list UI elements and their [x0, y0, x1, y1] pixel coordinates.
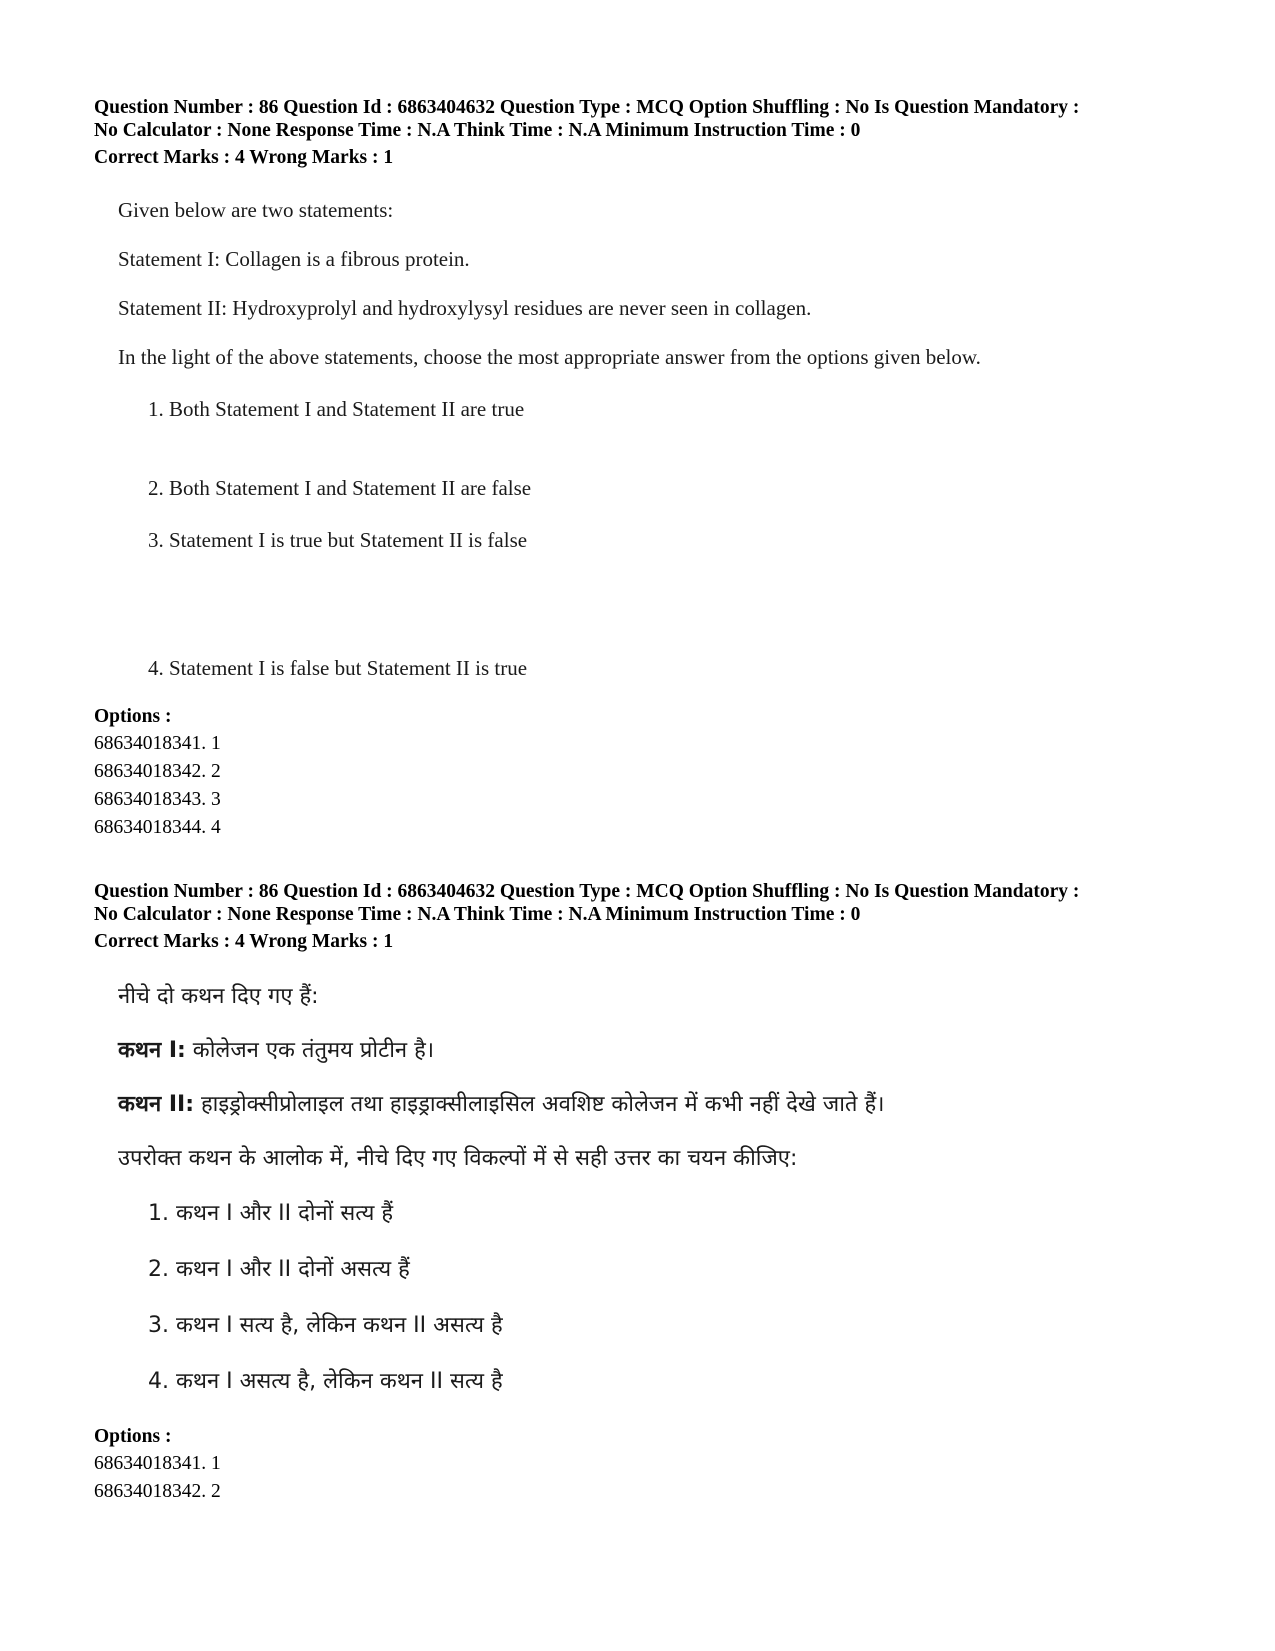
q2-intro: नीचे दो कथन दिए गए हैं: [118, 984, 319, 1009]
q2-marks: Correct Marks : 4 Wrong Marks : 1 [94, 931, 394, 952]
q1-choice-4: 4. Statement I is false but Statement II is true [148, 656, 528, 680]
q2-statement1-text: कोलेजन एक तंतुमय प्रोटीन है। [185, 1038, 435, 1063]
q1-option-2: 68634018342. 2 [94, 761, 221, 782]
q2-statement2-text: हाइड्रोक्सीप्रोलाइल तथा हाइड्राक्सीलाइसिल अवशिष्ट कोलेजन में कभी नहीं देखे जाते हैं। [194, 1092, 885, 1117]
q2-statement1 [118, 1036, 434, 1066]
q1-choice-1: 1. Both Statement I and Statement II are true [148, 397, 525, 421]
q2-statement1-label: कथन I: [118, 1038, 186, 1063]
q1-meta-line1: Question Number : 86 Question Id : 6863404632 Question Type : MCQ Option Shuffling : No Is Question Mandatory : [94, 97, 1080, 118]
q1-meta-line2: No Calculator : None Response Time : N.A Think Time : N.A Minimum Instruction Time : 0 [94, 120, 861, 141]
q2-statement2-label: कथन II: [118, 1092, 194, 1117]
q2-choice-1: 1. कथन I और II दोनों सत्य हैं [148, 1201, 394, 1226]
q2-options-label: Options : [94, 1426, 172, 1447]
q1-instruction: In the light of the above statements, choose the most appropriate answer from the options given below. [118, 345, 981, 369]
q2-option-2: 68634018342. 2 [94, 1481, 221, 1502]
q1-option-4: 68634018344. 4 [94, 817, 221, 838]
q1-statement2: Statement II: Hydroxyprolyl and hydroxylysyl residues are never seen in collagen. [118, 296, 812, 320]
q2-instruction: उपरोक्त कथन के आलोक में, नीचे दिए गए विकल्पों में से सही उत्तर का चयन कीजिए: [118, 1146, 798, 1171]
q2-meta-line1: Question Number : 86 Question Id : 6863404632 Question Type : MCQ Option Shuffling : No Is Question Mandatory : [94, 881, 1080, 902]
q1-choice-3: 3. Statement I is true but Statement II is false [148, 528, 528, 552]
q2-choice-2: 2. कथन I और II दोनों असत्य हैं [148, 1257, 410, 1282]
q1-options-label: Options : [94, 706, 172, 727]
q1-option-1: 68634018341. 1 [94, 733, 221, 754]
q1-statement1: Statement I: Collagen is a fibrous protein. [118, 247, 470, 271]
q2-choice-4: 4. कथन I असत्य है, लेकिन कथन II सत्य है [148, 1369, 503, 1394]
q2-statement2 [118, 1090, 885, 1120]
q2-option-1: 68634018341. 1 [94, 1453, 221, 1474]
q1-option-3: 68634018343. 3 [94, 789, 221, 810]
q1-choice-2: 2. Both Statement I and Statement II are false [148, 476, 532, 500]
q2-meta-line2: No Calculator : None Response Time : N.A Think Time : N.A Minimum Instruction Time : 0 [94, 904, 861, 925]
q1-intro: Given below are two statements: [118, 198, 394, 222]
q1-marks: Correct Marks : 4 Wrong Marks : 1 [94, 147, 394, 168]
q2-choice-3: 3. कथन I सत्य है, लेकिन कथन II असत्य है [148, 1313, 503, 1338]
